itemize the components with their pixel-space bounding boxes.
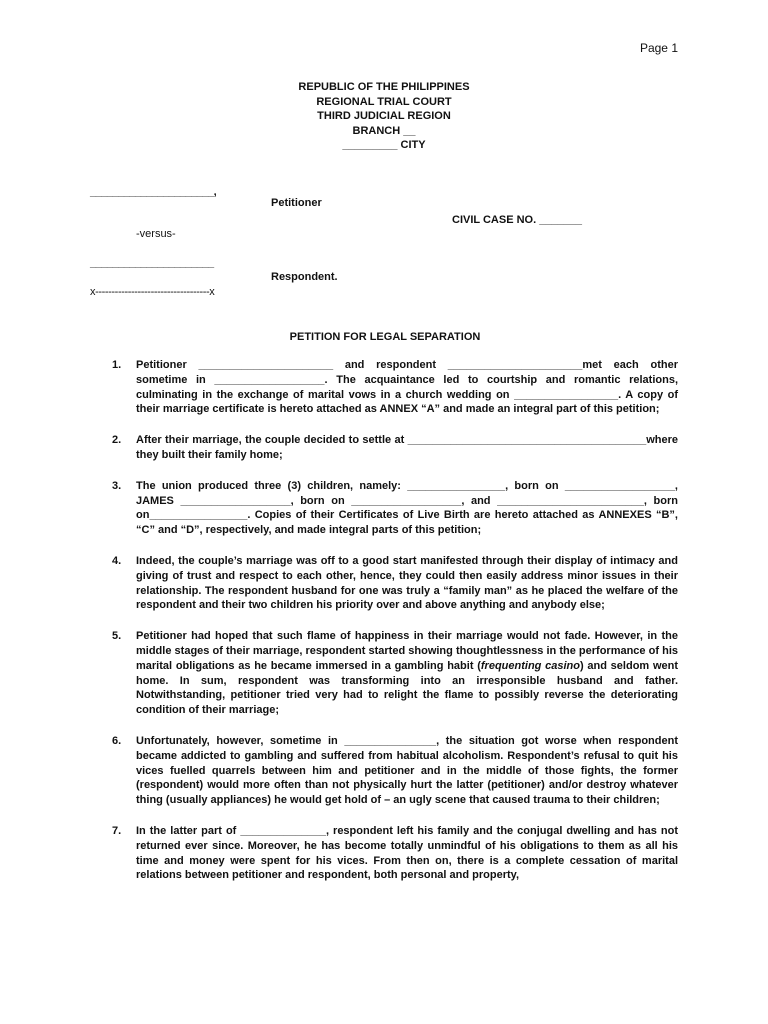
paragraph-number: 1.	[112, 359, 122, 371]
header-branch: BRANCH __	[352, 124, 416, 137]
caption-separator: x-----------------------------------x	[90, 286, 215, 298]
header-republic: REPUBLIC OF THE PHILIPPINES	[298, 81, 470, 93]
petitioner-label: Petitioner	[271, 197, 322, 209]
paragraph-1	[90, 358, 678, 417]
paragraph-6	[90, 734, 678, 808]
paragraph-number: 6.	[112, 734, 122, 747]
paragraph-number: 3.	[112, 479, 122, 492]
petitioner-name-blank: ______________________,	[90, 186, 217, 198]
civil-case-number: CIVIL CASE NO. _______	[452, 214, 583, 226]
paragraph-text: In the latter part of ______________, respondent left his family and the conjugal dwelling and has not returned ever since. Moreover, he has become totally unmindful of his obligations to them as all his time and money were spent for his vices. From then on, there is a complete cessation of marital relations between petitioner and respondent, both personal and property,	[136, 824, 678, 882]
paragraph-4	[90, 554, 678, 613]
paragraph-text: Indeed, the couple’s marriage was off to a good start manifested through their display of intimacy and giving of trust and respect to each other, hence, they could then easily address minor issues in their relationship. The respondent husband for one was truly a “family man” as he placed the welfare of the respondent and their two children his priority over and above anything and anybody else;	[136, 554, 678, 612]
paragraph-text: The union produced three (3) children, namely: ________________, born on __________________, JAMES __________________, born on __________________, and ________________________, born on________________. Copies of their Certificates of Live Birth are hereto attached as ANNEXES “B”, “C” and “D”, respectively, and made integral parts of this petition;	[136, 479, 678, 537]
paragraph-number: 4.	[112, 554, 122, 567]
paragraph-text-italic: frequenting casino	[480, 659, 580, 672]
paragraph-text	[136, 630, 678, 716]
paragraph-number: 5.	[112, 630, 122, 643]
header-city: _________ CITY	[342, 139, 426, 152]
paragraph-number: 2.	[112, 434, 122, 447]
petition-title: PETITION FOR LEGAL SEPARATION	[289, 331, 481, 343]
respondent-label: Respondent.	[271, 271, 338, 283]
paragraph-5	[90, 629, 678, 718]
header-court: REGIONAL TRIAL COURT	[316, 95, 452, 108]
page-number: Page 1	[639, 41, 678, 55]
paragraph-3	[90, 479, 678, 538]
paragraph-2	[90, 433, 678, 463]
paragraph-7	[90, 824, 678, 883]
court-header	[0, 80, 768, 153]
petition-paragraphs	[90, 358, 678, 899]
versus-label: -versus-	[136, 228, 176, 240]
paragraph-text: Petitioner ______________________ and respondent ______________________met each other sometime in __________________. The acquaintance led to courtship and romantic relations, culminating in the exchange of marital vows in a church wedding on _________________. A copy of their marriage certificate is hereto attached as ANNEX “A” and made an integral part of this petition;	[136, 359, 678, 416]
paragraph-text: Unfortunately, however, sometime in _______________, the situation got worse when respondent became addicted to gambling and suffered from habitual alcoholism. Respondent’s refusal to quit his vices fuelled quarrels between him and petitioner and in the middle of those fights, the former (respondent) would more often than not physically hurt the latter (petitioner) and/or destroy whatever thing (usually appliances) he would get hold of – an ugly scene that caused trauma to their children;	[136, 734, 678, 807]
paragraph-text: After their marriage, the couple decided to settle at _______________________________________where they built their family home;	[136, 434, 678, 461]
paragraph-number: 7.	[112, 824, 122, 837]
paragraph-text-part: ) and seldom went home. In sum, respondent was transforming into an irresponsible husband and father. Notwithstanding, petitioner tried very had to relight the flame to possibly reverse the deteriorating condition of their marriage;	[136, 659, 678, 717]
paragraph-text-part: Petitioner had hoped that such flame of happiness in their marriage would not fade. However, in the middle stages of their marriage, respondent started showing thoughtlessness in the performance of his marital obligations as he became immersed in a gambling habit (	[136, 630, 678, 672]
respondent-name-blank: ______________________	[90, 257, 214, 269]
header-region: THIRD JUDICIAL REGION	[317, 110, 451, 123]
